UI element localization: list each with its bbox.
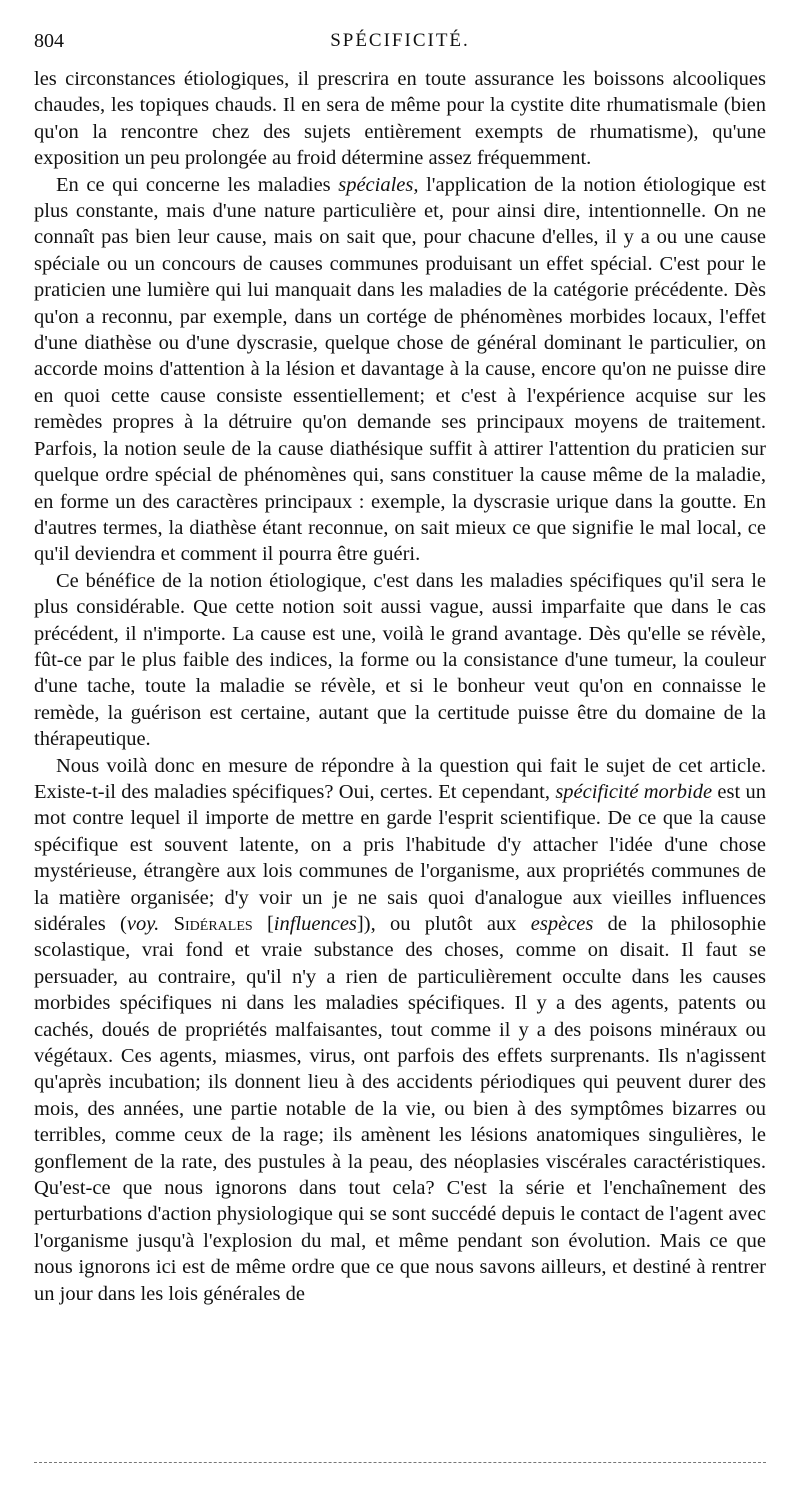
italic-term: influences — [273, 913, 357, 935]
paragraph-text: [ — [252, 913, 274, 935]
cross-reference: Sidérales — [173, 913, 253, 935]
paragraph-text: En ce qui concerne les maladies — [56, 173, 339, 196]
paragraph-1: les circonstances étiologiques, il prescrira en toute assurance les boissons alcooliques chaudes, les topiques chauds. Il en sera de même pour la cystite dite rhumatismale (bien qu'on la rencontre chez des sujets entièrement exempts de rhumatisme), qu'une exposition un peu prolongée au froid détermine assez fréquemment. — [34, 68, 766, 170]
paragraph-text: Nous voilà donc en mesure de répondre à la question qui fait le sujet de cet article. Existe-t-il des maladies spécifiques? Oui, certes. Et cependant, — [34, 754, 766, 803]
paragraph-text: est un mot contre lequel il importe de mettre en garde l'esprit scientifique. De ce que la cause spécifique est souvent latente, on a pris l'habitude d'y attacher l'idée d'une chose mystérieuse, étrangère aux lois communes de l'organisme, aux propriétés communes de la matière organisée; d'y voir un je ne sais quoi d'analogue aux vieilles influences sidérales ( — [34, 780, 766, 935]
paragraph-text: l'application de la notion étiologique est plus constante, mais d'une nature particulière et, pour ainsi dire, intentionnelle. On ne connaît pas bien leur cause, mais on sait que, pour chacune d'elles, il y a ou une cause spéciale ou un concours de causes communes produisant un effet spécial. C'est pour le praticien une lumière qui lui manquait dans les maladies de la catégorie précédente. Dès qu'on a reconnu, par exemple, dans un cortége de phénomènes morbides locaux, l'effet d'une diathèse ou d'une dyscrasie, quelque chose de général dominant le particulier, on accorde moins d'attention à la lésion et davantage à la cause, encore qu'on ne puisse dire en quoi cette cause consiste essentiellement; et c'est à l'expérience acquise sur les remèdes propres à la détruire qu'on demande ses principaux moyens de traitement. Parfois, la notion seule de la cause diathésique suffit à attirer l'attention du praticien sur quelque ordre spécial de phénomènes qui, sans constituer la cause même de la maladie, en forme un des caractères principaux : exemple, la dyscrasie urique dans la goutte. En d'autres termes, la diathèse étant reconnue, on sait mieux ce que signifie le mal local, ce qu'il deviendra et comment il pourra être guéri. — [34, 173, 766, 566]
paragraph-text: de la philosophie scolastique, vrai fond et vraie substance des choses, comme on disait. Il faut se persuader, au contraire, qu'il n'y a rien de particulièrement occulte dans les causes morbides spécifiques ni dans les maladies spécifiques. Il y a des agents, patents ou cachés, doués de propriétés malfaisantes, tout comme il y a des poisons minéraux ou végétaux. Ces agents, miasmes, virus, ont parfois des effets surprenants. Ils n'agissent qu'après incubation; ils donnent lieu à des accidents périodiques qui peuvent durer des mois, des années, une partie notable de la vie, ou bien à des symptômes bizarres ou terribles, comme ceux de la rage; ils amènent les lésions anatomiques singulières, le gonflement de la rate, des pustules à la peau, des néoplasies viscérales caractéristiques. Qu'est-ce que nous ignorons dans tout cela? C'est la série et l'enchaînement des perturbations d'action physiologique qui se sont succédé depuis le contact de l'agent avec l'organisme jusqu'à l'explosion du mal, et même pendant son évolution. Mais ce que nous ignorons ici est de même ordre que ce que nous savons ailleurs, et destiné à rentrer un jour dans les lois générales de — [34, 913, 767, 1305]
italic-term: espèces — [530, 913, 594, 935]
paragraph-3: Ce bénéfice de la notion étiologique, c'est dans les maladies spécifiques qu'il sera le plus considérable. Que cette notion soit aussi vague, aussi imparfaite que dans le cas précédent, il n'importe. La cause est une, voilà le grand avantage. Dès qu'elle se révèle, fût-ce par le plus faible des indices, la forme ou la consistance d'une tumeur, la couleur d'une tache, toute la maladie se révèle, et si le bonheur veut qu'on en connaisse le remède, la guérison est certaine, autant que la certitude puisse être du domaine de la thérapeutique. — [34, 569, 766, 751]
paragraph-4 — [34, 753, 766, 1308]
paragraph-2 — [34, 172, 766, 568]
page-header — [34, 30, 766, 58]
italic-term: spécificité morbide — [555, 780, 713, 803]
page-number: 804 — [34, 30, 64, 52]
italic-term: spéciales, — [338, 173, 419, 196]
paragraph-text: ]), ou plutôt aux — [356, 913, 531, 935]
page-body — [34, 66, 766, 1307]
running-title: SPÉCIFICITÉ. — [330, 30, 470, 51]
footer-rule — [34, 1462, 766, 1463]
italic-abbrev: voy. — [126, 913, 160, 935]
